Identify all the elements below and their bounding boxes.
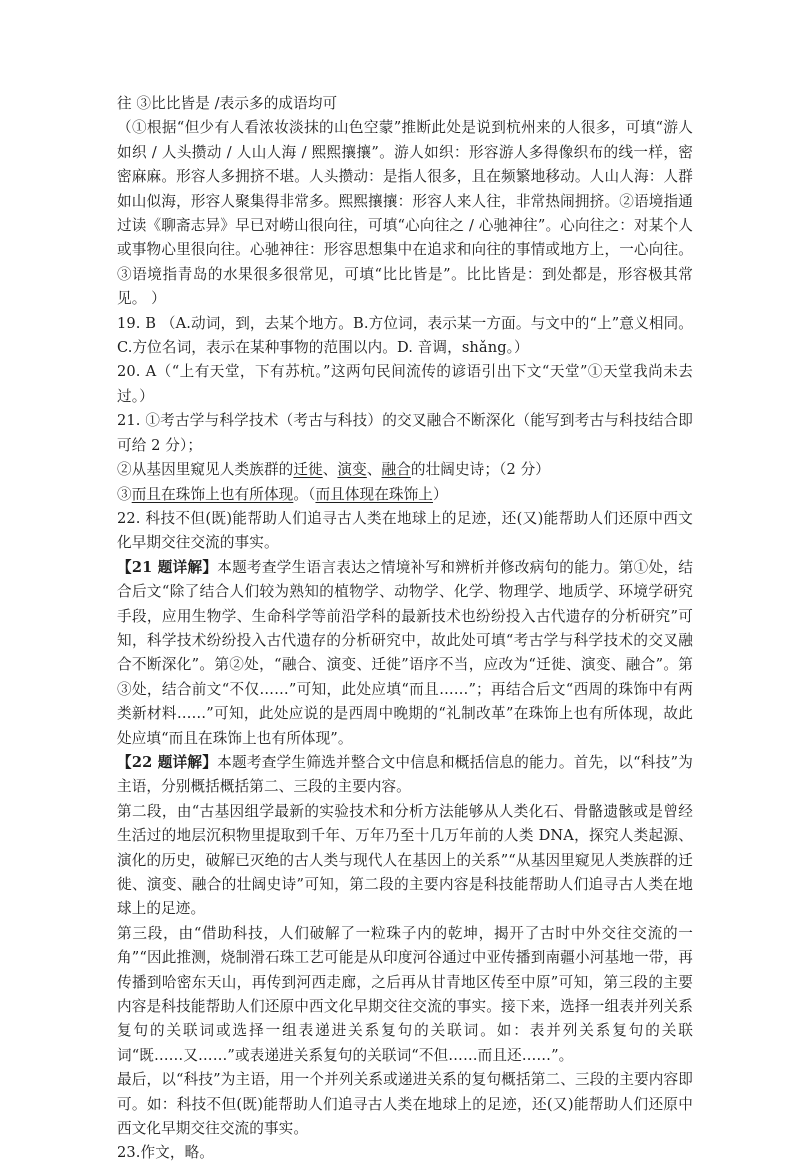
- underlined-answer-main: 而且在珠饰上也有所体现: [131, 485, 294, 503]
- detail-21: [117, 556, 693, 751]
- answer-19: 19. B （A.动词，到，去某个地方。B.方位词，表示某一方面。与文中的“上”意义相同。C.方位名词，表示在某种事物的范围以内。D. 音调，shǎng。）: [117, 314, 693, 357]
- underlined-word-migration: 迁徙: [293, 461, 323, 479]
- detail-22-paragraph-2: 第二段，由“古基因组学最新的实验技术和分析方法能够从人类化石、骨骼遗骸或是曾经生活过的地层沉积物里提取到千年、万年乃至十几万年前的人类 DNA，探究人类起源、演化的历史，破解已灭绝的古人类与现代人在基因上的关系”“从基因里窥见人类族群的迁徙、演变、融合的壮阔史诗”可知，第二段的主要内容是科技能帮助人们追寻古人类在地球上的足迹。: [117, 802, 693, 918]
- answer-22: 22. 科技不但(既)能帮助人们追寻古人类在地球上的足迹，还(又)能帮助人们还原中西文化早期交往交流的事实。: [117, 509, 693, 552]
- answer-21-part1: 21. ①考古学与科学技术（考古与科技）的交叉融合不断深化（能写到考古与科技结合即可给 2 分）；: [117, 412, 693, 454]
- separator: 、: [322, 461, 338, 479]
- detail-21-body: 本题考查学生语言表达之情境补写和辨析并修改病句的能力。第①处，结合后文“除了结合人们较为熟知的植物学、动物学、化学、物理学、地质学、环境学研究手段，应用生物学、生命科学等前沿学科的最新技术也纷纷投入古代遗存的分析研究”可知，科学技术纷纷投入古代遗存的分析研究中，故此处可填“考古学与科学技术的交叉融合不断深化”。第②处，“融合、演变、迁徙”语序不当，应改为“迁徙、演变、融合”。第③处，结合前文“不仅……”可知，此处应填“而且……”；再结合后文“西周的珠饰中有两类新材料……”可知，此处应说的是西周中晚期的“礼制改革”在珠饰上也有所体现，故此处应填“而且在珠饰上也有所体现”。: [117, 558, 693, 747]
- underlined-word-fusion: 融合: [381, 461, 411, 479]
- detail-22-paragraph-3: 第三段，由“借助科技，人们破解了一粒珠子内的乾坤，揭开了古时中外交往交流的一角”“因此推测，烧制滑石珠工艺可能是从印度河谷通过中亚传播到南疆小河基地一带，再传播到哈密东天山，再传到河西走廊，之后再从甘青地区传至中原”可知，第三段的主要内容是科技能帮助人们还原中西文化早期交往交流的事实。接下来，选择一组表并列关系复句的关联词或选择一组表递进关系复句的关联词。如：表并列关系复句的关联词“既……又……”或表递进关系复句的关联词“不但……而且还……”。: [117, 924, 693, 1064]
- answer-23: 23.作文，略。: [117, 1144, 214, 1162]
- answer-21-part3-lead: ③: [117, 485, 132, 503]
- answer-21-part3-mid: 。（: [293, 485, 316, 503]
- detail-22-paragraph-4: 最后，以“科技”为主语，用一个并列关系或递进关系的复句概括第二、三段的主要内容即可。如：科技不但(既)能帮助人们追寻古人类在地球上的足迹，还(又)能帮助人们还原中西文化早期交往交流的事实。: [117, 1071, 693, 1138]
- detail-22-tag: 【22 题详解】: [117, 753, 218, 771]
- answer-21-part2-lead: ②从基因里窥见人类族群的: [117, 461, 294, 479]
- answer-21-part2: [117, 458, 693, 482]
- answer-document: [117, 92, 693, 1166]
- answer-20: 20. A（“上有天堂，下有苏杭。”这两句民间流传的谚语引出下文“天堂”①天堂我尚未去过。）: [117, 363, 693, 405]
- answer-21-part3-tail: ）: [433, 485, 448, 503]
- detail-22-body: 本题考查学生筛选并整合文中信息和概括信息的能力。首先，以“科技”为主语，分别概括概括第二、三段的主要内容。: [117, 753, 693, 796]
- answer-21-part2-tail: 的壮阔史诗；（2 分）: [410, 461, 550, 479]
- underlined-word-evolution: 演变: [337, 461, 367, 479]
- separator: 、: [366, 461, 382, 479]
- detail-22: [117, 751, 693, 800]
- underlined-answer-alt: 而且体现在珠饰上: [315, 485, 433, 503]
- answer-21-part3: [117, 483, 693, 507]
- detail-21-tag: 【21 题详解】: [117, 558, 218, 576]
- answer-18-tail: 往 ③比比皆是 /表示多的成语均可: [117, 95, 338, 112]
- answer-18-explanation: （①根据“但少有人看浓妆淡抹的山色空蒙”推断此处是说到杭州来的人很多，可填“游人如织 / 人头攒动 / 人山人海 / 熙熙攘攘”。游人如织：形容游人多得像织布的线一样，密密麻麻。形容人多拥挤不堪。人头攒动：是指人很多，且在频繁地移动。人山人海：人群如山似海，形容人聚集得非常多。熙熙攘攘：形容人来人往，非常热闹拥挤。②语境指通过读《聊斋志异》早已对崂山很向往，可填“心向往之 / 心驰神往”。心向往之：对某个人或事物心里很向往。心驰神往：形容思想集中在追求和向往的事情或地方上，一心向往。③语境指青岛的水果很多很常见，可填“比比皆是”。比比皆是：到处都是，形容极其常见。 ）: [117, 119, 693, 308]
